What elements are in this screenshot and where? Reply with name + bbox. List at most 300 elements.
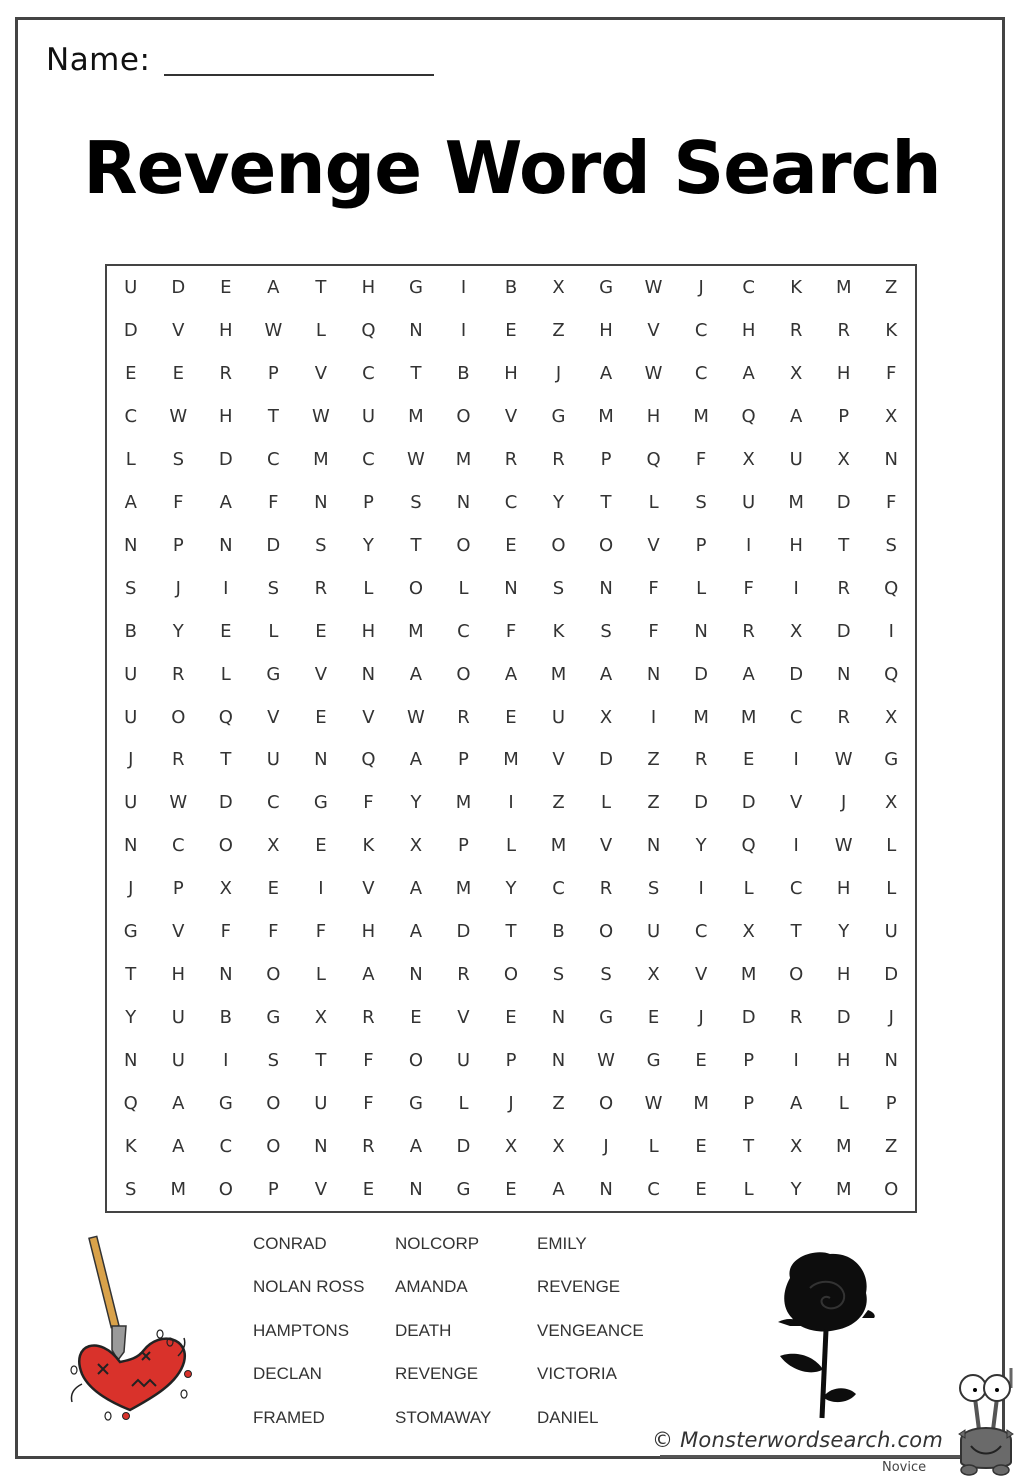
grid-letter[interactable]: T: [410, 362, 422, 384]
grid-letter[interactable]: U: [314, 1093, 328, 1115]
grid-letter[interactable]: G: [646, 1050, 661, 1072]
grid-letter[interactable]: P: [695, 534, 707, 556]
grid-letter[interactable]: U: [266, 749, 280, 771]
grid-letter[interactable]: Q: [123, 1093, 138, 1115]
grid-letter[interactable]: F: [268, 921, 279, 943]
grid-letter[interactable]: C: [694, 362, 708, 384]
grid-letter[interactable]: L: [125, 448, 136, 470]
grid-letter[interactable]: N: [599, 1179, 613, 1200]
grid-letter[interactable]: I: [793, 1050, 799, 1072]
grid-letter[interactable]: Y: [695, 835, 707, 857]
word-search-grid[interactable]: [107, 266, 915, 1211]
grid-letter[interactable]: R: [789, 319, 803, 341]
grid-letter[interactable]: A: [599, 362, 613, 384]
grid-letter[interactable]: L: [743, 1179, 754, 1200]
grid-letter[interactable]: Q: [741, 835, 756, 857]
grid-letter[interactable]: M: [835, 1179, 852, 1200]
grid-letter[interactable]: E: [125, 362, 137, 384]
grid-letter[interactable]: F: [695, 448, 707, 470]
grid-letter[interactable]: X: [885, 792, 898, 814]
grid-letter[interactable]: Z: [552, 1093, 565, 1115]
grid-letter[interactable]: D: [694, 792, 709, 814]
grid-letter[interactable]: Y: [410, 792, 422, 814]
grid-letter[interactable]: F: [363, 1050, 374, 1072]
grid-letter[interactable]: X: [790, 620, 803, 642]
grid-letter[interactable]: P: [172, 878, 184, 900]
grid-letter[interactable]: V: [172, 921, 185, 943]
grid-letter[interactable]: V: [552, 749, 565, 771]
grid-letter[interactable]: U: [646, 921, 661, 943]
grid-letter[interactable]: J: [841, 792, 847, 814]
grid-letter[interactable]: U: [789, 448, 803, 470]
grid-letter[interactable]: E: [315, 835, 327, 857]
grid-letter[interactable]: T: [410, 534, 422, 556]
grid-letter[interactable]: R: [694, 749, 708, 771]
grid-letter[interactable]: H: [361, 620, 376, 642]
grid-letter[interactable]: D: [456, 1136, 471, 1158]
grid-letter[interactable]: G: [266, 1007, 281, 1029]
grid-letter[interactable]: A: [599, 663, 613, 685]
grid-letter[interactable]: V: [457, 1007, 470, 1029]
grid-letter[interactable]: O: [408, 1050, 424, 1072]
grid-letter[interactable]: D: [741, 792, 756, 814]
grid-letter[interactable]: R: [837, 577, 850, 599]
grid-letter[interactable]: P: [458, 835, 469, 857]
grid-letter[interactable]: M: [455, 792, 472, 814]
grid-letter[interactable]: E: [695, 1050, 707, 1072]
grid-letter[interactable]: C: [694, 319, 708, 341]
grid-letter[interactable]: Q: [884, 663, 899, 685]
grid-letter[interactable]: V: [647, 534, 660, 556]
grid-letter[interactable]: L: [458, 577, 469, 599]
grid-letter[interactable]: N: [314, 491, 328, 513]
grid-letter[interactable]: U: [124, 276, 138, 298]
grid-letter[interactable]: J: [698, 1007, 704, 1029]
grid-letter[interactable]: C: [789, 878, 803, 900]
grid-letter[interactable]: H: [361, 921, 376, 943]
grid-letter[interactable]: V: [647, 319, 660, 341]
grid-letter[interactable]: L: [838, 1093, 849, 1115]
grid-letter[interactable]: C: [742, 276, 755, 298]
grid-letter[interactable]: B: [124, 620, 137, 642]
grid-letter[interactable]: U: [456, 1050, 471, 1072]
grid-letter[interactable]: N: [124, 1050, 138, 1072]
grid-letter[interactable]: M: [170, 1179, 187, 1200]
grid-letter[interactable]: O: [266, 964, 281, 986]
grid-letter[interactable]: A: [362, 964, 375, 986]
grid-letter[interactable]: E: [505, 534, 517, 556]
grid-letter[interactable]: S: [172, 448, 184, 470]
grid-letter[interactable]: R: [219, 362, 233, 384]
grid-letter[interactable]: M: [408, 620, 424, 642]
grid-letter[interactable]: R: [742, 620, 755, 642]
grid-letter[interactable]: D: [836, 1007, 851, 1029]
grid-letter[interactable]: U: [742, 491, 756, 513]
grid-letter[interactable]: C: [504, 491, 518, 513]
grid-letter[interactable]: T: [505, 921, 517, 943]
grid-letter[interactable]: P: [267, 362, 279, 384]
grid-letter[interactable]: S: [600, 964, 612, 986]
grid-letter[interactable]: X: [647, 964, 660, 986]
grid-letter[interactable]: Z: [885, 276, 898, 298]
grid-letter[interactable]: N: [599, 577, 613, 599]
grid-letter[interactable]: E: [695, 1136, 707, 1158]
grid-letter[interactable]: E: [505, 706, 517, 728]
grid-letter[interactable]: D: [741, 1007, 756, 1029]
grid-letter[interactable]: G: [551, 405, 566, 427]
grid-letter[interactable]: Z: [647, 749, 660, 771]
grid-letter[interactable]: T: [838, 534, 850, 556]
grid-letter[interactable]: F: [363, 792, 374, 814]
grid-letter[interactable]: W: [169, 792, 188, 814]
grid-letter[interactable]: H: [504, 362, 518, 384]
grid-letter[interactable]: P: [267, 1179, 279, 1200]
grid-letter[interactable]: B: [219, 1007, 232, 1029]
grid-letter[interactable]: J: [128, 749, 134, 771]
grid-letter[interactable]: O: [266, 1093, 281, 1115]
grid-letter[interactable]: X: [599, 706, 613, 728]
grid-letter[interactable]: A: [124, 491, 137, 513]
grid-letter[interactable]: L: [315, 964, 326, 986]
grid-letter[interactable]: X: [742, 921, 755, 943]
grid-letter[interactable]: A: [790, 405, 803, 427]
grid-letter[interactable]: A: [409, 749, 423, 771]
grid-letter[interactable]: N: [409, 319, 423, 341]
grid-letter[interactable]: H: [599, 319, 613, 341]
grid-letter[interactable]: L: [886, 835, 897, 857]
grid-letter[interactable]: D: [456, 921, 471, 943]
grid-letter[interactable]: F: [173, 491, 184, 513]
grid-letter[interactable]: W: [644, 276, 663, 298]
grid-letter[interactable]: G: [266, 663, 281, 685]
grid-letter[interactable]: E: [315, 620, 327, 642]
grid-letter[interactable]: E: [172, 362, 184, 384]
grid-letter[interactable]: R: [457, 706, 470, 728]
grid-letter[interactable]: R: [362, 1136, 375, 1158]
grid-letter[interactable]: U: [171, 1007, 185, 1029]
grid-letter[interactable]: N: [409, 1179, 423, 1200]
grid-letter[interactable]: N: [551, 1007, 566, 1029]
grid-letter[interactable]: T: [220, 749, 232, 771]
grid-letter[interactable]: X: [790, 362, 803, 384]
grid-letter[interactable]: C: [647, 1179, 660, 1200]
grid-letter[interactable]: L: [696, 577, 707, 599]
grid-letter[interactable]: A: [219, 491, 232, 513]
grid-letter[interactable]: F: [505, 620, 517, 642]
grid-letter[interactable]: C: [267, 448, 280, 470]
grid-letter[interactable]: X: [552, 1136, 565, 1158]
grid-letter[interactable]: B: [552, 921, 565, 943]
grid-letter[interactable]: C: [267, 792, 280, 814]
grid-letter[interactable]: A: [504, 663, 518, 685]
grid-letter[interactable]: W: [834, 835, 853, 857]
grid-letter[interactable]: T: [790, 921, 802, 943]
grid-letter[interactable]: C: [362, 448, 375, 470]
grid-letter[interactable]: D: [836, 491, 851, 513]
grid-letter[interactable]: I: [223, 577, 229, 599]
grid-letter[interactable]: X: [219, 878, 232, 900]
grid-letter[interactable]: N: [314, 1136, 328, 1158]
grid-letter[interactable]: E: [267, 878, 280, 900]
grid-letter[interactable]: I: [508, 792, 514, 814]
grid-letter[interactable]: T: [743, 1136, 755, 1158]
grid-letter[interactable]: U: [361, 405, 375, 427]
grid-letter[interactable]: X: [267, 835, 280, 857]
grid-letter[interactable]: K: [362, 835, 375, 857]
grid-letter[interactable]: V: [599, 835, 613, 857]
grid-letter[interactable]: M: [550, 663, 567, 685]
grid-letter[interactable]: W: [264, 319, 283, 341]
grid-letter[interactable]: I: [460, 276, 467, 298]
grid-letter[interactable]: R: [457, 964, 470, 986]
grid-letter[interactable]: S: [125, 1179, 137, 1200]
grid-letter[interactable]: N: [504, 577, 518, 599]
grid-letter[interactable]: Q: [218, 706, 233, 728]
grid-letter[interactable]: R: [599, 878, 613, 900]
grid-letter[interactable]: F: [220, 921, 231, 943]
grid-letter[interactable]: L: [648, 491, 659, 513]
grid-letter[interactable]: G: [456, 1179, 471, 1200]
grid-letter[interactable]: J: [603, 1136, 609, 1158]
grid-letter[interactable]: O: [598, 921, 614, 943]
grid-letter[interactable]: H: [646, 405, 661, 427]
grid-letter[interactable]: N: [836, 663, 851, 685]
grid-letter[interactable]: C: [219, 1136, 233, 1158]
grid-letter[interactable]: F: [363, 1093, 374, 1115]
grid-letter[interactable]: N: [124, 534, 138, 556]
grid-letter[interactable]: R: [172, 663, 185, 685]
grid-letter[interactable]: S: [647, 878, 660, 900]
grid-letter[interactable]: M: [408, 405, 424, 427]
grid-letter[interactable]: M: [693, 1093, 709, 1115]
grid-letter[interactable]: Q: [361, 319, 376, 341]
grid-letter[interactable]: P: [172, 534, 184, 556]
grid-letter[interactable]: V: [362, 878, 375, 900]
grid-letter[interactable]: S: [125, 577, 137, 599]
grid-letter[interactable]: X: [837, 448, 850, 470]
grid-letter[interactable]: N: [314, 749, 328, 771]
grid-letter[interactable]: L: [743, 878, 754, 900]
grid-letter[interactable]: G: [408, 276, 423, 298]
grid-letter[interactable]: J: [888, 1007, 894, 1029]
grid-letter[interactable]: Z: [647, 792, 660, 814]
grid-letter[interactable]: A: [172, 1136, 185, 1158]
grid-letter[interactable]: F: [743, 577, 754, 599]
grid-letter[interactable]: G: [218, 1093, 233, 1115]
grid-letter[interactable]: R: [362, 1007, 375, 1029]
grid-letter[interactable]: M: [788, 491, 804, 513]
grid-letter[interactable]: P: [838, 405, 850, 427]
grid-letter[interactable]: B: [457, 362, 470, 384]
grid-letter[interactable]: R: [172, 749, 185, 771]
grid-letter[interactable]: R: [552, 448, 565, 470]
grid-letter[interactable]: U: [171, 1050, 185, 1072]
grid-letter[interactable]: J: [128, 878, 134, 900]
grid-letter[interactable]: H: [219, 319, 233, 341]
grid-letter[interactable]: E: [505, 319, 517, 341]
grid-letter[interactable]: N: [456, 491, 471, 513]
grid-letter[interactable]: A: [742, 663, 755, 685]
grid-letter[interactable]: E: [647, 1007, 660, 1029]
grid-letter[interactable]: G: [884, 749, 899, 771]
grid-letter[interactable]: T: [315, 276, 327, 298]
grid-letter[interactable]: E: [742, 749, 755, 771]
grid-letter[interactable]: C: [124, 405, 138, 427]
grid-letter[interactable]: T: [267, 405, 279, 427]
grid-letter[interactable]: I: [793, 577, 799, 599]
grid-letter[interactable]: J: [175, 577, 181, 599]
grid-letter[interactable]: P: [743, 1050, 755, 1072]
grid-letter[interactable]: N: [361, 663, 376, 685]
grid-letter[interactable]: P: [458, 749, 469, 771]
grid-letter[interactable]: D: [123, 319, 138, 341]
grid-letter[interactable]: N: [219, 534, 233, 556]
grid-letter[interactable]: R: [504, 448, 518, 470]
grid-letter[interactable]: F: [886, 491, 897, 513]
grid-letter[interactable]: X: [742, 448, 755, 470]
grid-letter[interactable]: H: [741, 319, 756, 341]
grid-letter[interactable]: W: [311, 405, 330, 427]
grid-letter[interactable]: O: [218, 835, 233, 857]
grid-letter[interactable]: M: [550, 835, 567, 857]
grid-letter[interactable]: Q: [361, 749, 376, 771]
grid-letter[interactable]: G: [599, 1007, 614, 1029]
grid-letter[interactable]: J: [698, 276, 704, 298]
grid-letter[interactable]: F: [648, 620, 659, 642]
grid-letter[interactable]: A: [172, 1093, 185, 1115]
grid-letter[interactable]: O: [789, 964, 804, 986]
grid-letter[interactable]: D: [218, 792, 233, 814]
grid-letter[interactable]: Z: [885, 1136, 898, 1158]
grid-letter[interactable]: D: [171, 276, 186, 298]
grid-letter[interactable]: L: [886, 878, 897, 900]
grid-letter[interactable]: O: [598, 534, 614, 556]
grid-letter[interactable]: N: [409, 964, 423, 986]
grid-letter[interactable]: T: [125, 964, 137, 986]
grid-letter[interactable]: I: [650, 706, 657, 728]
grid-letter[interactable]: X: [504, 1136, 518, 1158]
grid-letter[interactable]: Y: [362, 534, 374, 556]
grid-letter[interactable]: G: [123, 921, 138, 943]
grid-letter[interactable]: E: [220, 276, 232, 298]
grid-letter[interactable]: N: [124, 835, 138, 857]
grid-letter[interactable]: I: [793, 835, 799, 857]
grid-letter[interactable]: O: [456, 663, 471, 685]
grid-letter[interactable]: N: [219, 964, 233, 986]
grid-letter[interactable]: P: [600, 448, 612, 470]
grid-letter[interactable]: X: [314, 1007, 328, 1029]
grid-letter[interactable]: C: [362, 362, 375, 384]
grid-letter[interactable]: N: [884, 1050, 898, 1072]
grid-letter[interactable]: M: [835, 276, 852, 298]
grid-letter[interactable]: J: [555, 362, 562, 384]
grid-letter[interactable]: Y: [172, 620, 184, 642]
grid-letter[interactable]: C: [694, 921, 708, 943]
grid-letter[interactable]: L: [315, 319, 326, 341]
grid-letter[interactable]: D: [884, 964, 899, 986]
grid-letter[interactable]: A: [409, 1136, 423, 1158]
grid-letter[interactable]: T: [315, 1050, 327, 1072]
grid-letter[interactable]: Y: [553, 491, 565, 513]
grid-letter[interactable]: L: [458, 1093, 469, 1115]
grid-letter[interactable]: F: [268, 491, 279, 513]
grid-letter[interactable]: L: [505, 835, 516, 857]
grid-letter[interactable]: I: [318, 878, 324, 900]
grid-letter[interactable]: E: [695, 1179, 707, 1200]
grid-letter[interactable]: X: [552, 276, 565, 298]
grid-letter[interactable]: R: [837, 319, 850, 341]
grid-letter[interactable]: H: [219, 405, 233, 427]
grid-letter[interactable]: M: [693, 405, 709, 427]
grid-letter[interactable]: S: [315, 534, 327, 556]
grid-letter[interactable]: V: [504, 405, 518, 427]
grid-letter[interactable]: W: [407, 706, 425, 728]
grid-letter[interactable]: A: [790, 1093, 803, 1115]
grid-letter[interactable]: N: [884, 448, 898, 470]
grid-letter[interactable]: D: [266, 534, 281, 556]
grid-letter[interactable]: L: [648, 1136, 659, 1158]
grid-letter[interactable]: Y: [790, 1179, 802, 1200]
grid-letter[interactable]: H: [361, 276, 376, 298]
grid-letter[interactable]: U: [884, 921, 898, 943]
grid-letter[interactable]: I: [888, 620, 894, 642]
grid-letter[interactable]: W: [597, 1050, 615, 1072]
grid-letter[interactable]: P: [743, 1093, 755, 1115]
grid-letter[interactable]: L: [268, 620, 279, 642]
grid-letter[interactable]: H: [171, 964, 186, 986]
grid-letter[interactable]: W: [169, 405, 188, 427]
grid-letter[interactable]: X: [885, 405, 898, 427]
grid-letter[interactable]: U: [124, 706, 138, 728]
grid-letter[interactable]: M: [740, 964, 757, 986]
grid-letter[interactable]: V: [314, 362, 328, 384]
grid-letter[interactable]: K: [885, 319, 898, 341]
grid-letter[interactable]: S: [695, 491, 707, 513]
grid-letter[interactable]: V: [267, 706, 280, 728]
grid-letter[interactable]: H: [836, 362, 851, 384]
grid-letter[interactable]: O: [408, 577, 424, 599]
grid-letter[interactable]: X: [790, 1136, 803, 1158]
grid-letter[interactable]: G: [599, 276, 614, 298]
grid-letter[interactable]: A: [409, 663, 423, 685]
grid-letter[interactable]: G: [313, 792, 328, 814]
grid-letter[interactable]: R: [789, 1007, 803, 1029]
grid-letter[interactable]: E: [505, 1179, 517, 1200]
grid-letter[interactable]: P: [505, 1050, 517, 1072]
grid-letter[interactable]: Q: [646, 448, 661, 470]
grid-letter[interactable]: Z: [552, 792, 565, 814]
grid-letter[interactable]: X: [409, 835, 423, 857]
grid-letter[interactable]: V: [314, 1179, 328, 1200]
grid-letter[interactable]: L: [363, 577, 374, 599]
grid-letter[interactable]: M: [740, 706, 757, 728]
grid-letter[interactable]: D: [694, 663, 709, 685]
grid-letter[interactable]: P: [362, 491, 374, 513]
grid-letter[interactable]: S: [552, 577, 565, 599]
grid-letter[interactable]: M: [455, 448, 472, 470]
grid-letter[interactable]: M: [598, 405, 614, 427]
grid-letter[interactable]: C: [552, 878, 565, 900]
grid-letter[interactable]: M: [455, 878, 472, 900]
grid-letter[interactable]: S: [552, 964, 565, 986]
grid-letter[interactable]: K: [552, 620, 565, 642]
grid-letter[interactable]: V: [694, 964, 708, 986]
grid-letter[interactable]: R: [837, 706, 850, 728]
grid-letter[interactable]: X: [885, 706, 898, 728]
grid-letter[interactable]: S: [600, 620, 612, 642]
grid-letter[interactable]: C: [457, 620, 470, 642]
grid-letter[interactable]: L: [220, 663, 231, 685]
